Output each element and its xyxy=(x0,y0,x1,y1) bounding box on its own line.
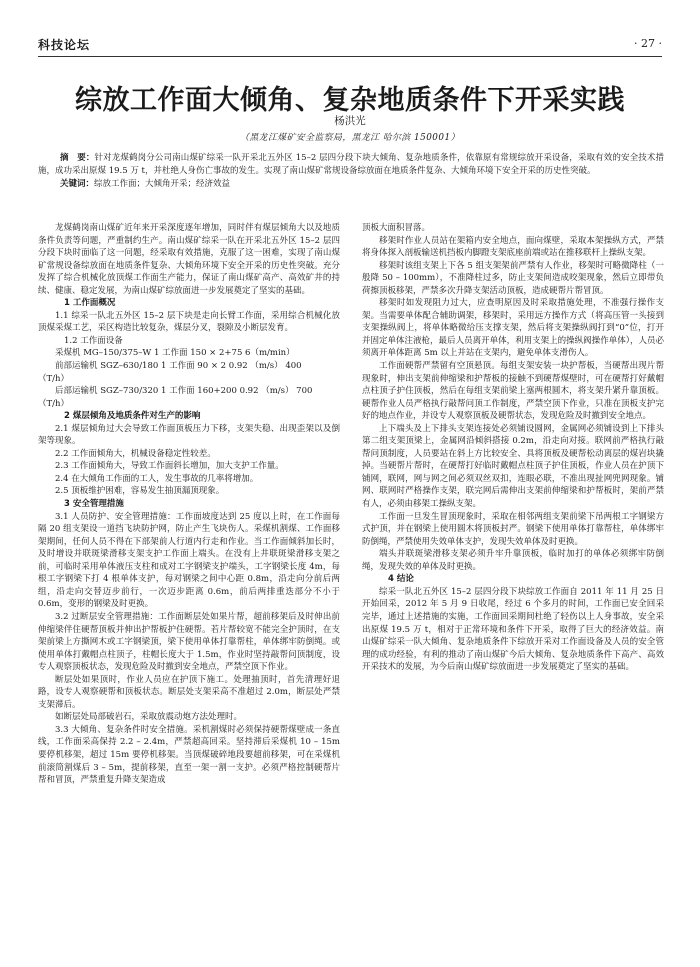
article-title: 综放工作面大倾角、复杂地质条件下开采实践 xyxy=(75,85,625,116)
paragraph: 2.2 工作面倾角大，机械设备稳定性较差。 xyxy=(55,448,216,459)
paragraph: 端头并联斑梁滑移支架必须升牢升靠顶板，临时加打的单体必须绑牢防倒绳，发现失效的单体及时更换。 xyxy=(362,549,664,572)
keywords-label: 关键词： xyxy=(60,179,95,189)
paragraph: 工作面一旦发生冒顶现象时，采取在相邻两组支架前梁下吊两根工字钢梁方式护顶，并在钢梁上使用圆木将顶板封严。钢梁下使用单体打靠帮柱，单体绑牢防倒绳，严禁使用失效单体支护，发现失效单体及时更换。 xyxy=(362,511,664,547)
intro-paragraph: 龙煤鹤岗南山煤矿近年来开采深度逐年增加，同时伴有煤层倾角大以及地质条件负责等问题，严重制约生产。南山煤矿综采一队在开采北五外区 15–2 层四分段下块时面临了这一问题，经采取有效措施，克服了这一困难，实现了南山煤矿常规设备综放面在地质条件复杂、大倾角环境下安全开采的历史性突破。充分发挥了综合机械化放顶煤工作面生产能力，保证了南山煤矿高产、高效矿井的持续、健康、稳定发展，为南山煤矿综放面进一步发展奠定了坚实的基础。 xyxy=(38,223,340,296)
equipment-line: 前部运输机 SGZ–630/180 1 工作面 90 × 2 0.92 （m/s） 400 xyxy=(55,361,302,372)
section-heading: 1 工作面概况 xyxy=(64,298,116,309)
paragraph: 移架时该组支架上下各 5 组支架架前严禁有人作业，移架时可略微降柱（一般降 50 – 100mm），不准降柱过多，防止支架间造成咬架现象，然后立即带负荷擦顶板移架，严禁多次升降支架活动顶板，造成硬帮片帮冒顶。 xyxy=(362,260,664,296)
paragraph: 移架时如发现阻力过大，应查明原因及时采取措施处理，不准强行操作支架。当需要单体配合辅助调架，移架时，采用远方操作方式（将高压管一头接到支架操纵阀上，将单体略微给压支撑支架，然后将支架操纵阀打到“0”位，打开并固定单体注液枪，最后人员离开单体，利用支架上的操纵阀操作单体），人员必须离开单体距离 5m 以上并站在支架内，避免单体支滑伤人。 xyxy=(362,298,664,359)
header-rule xyxy=(38,56,662,57)
paragraph: 3.2 过断层安全管理措施：工作面断层处如果片帮，超前移架后及时伸出前伸缩梁伴住硬帮顶板并伸出护帮板护住硬帮。若片帮较宽不能完全护顶时，在支架前梁上方撕网木或工字钢梁顶，梁下使用单体打靠帮柱，单体绑牢防倒绳。或使用单体打戴帽点柱顶子，柱帽长度大于 1.5m，作业时坚持敲帮问顶制度，设专人观察顶板状态，发现危险及时撤到安全地点，严禁空顶下作业。 xyxy=(38,611,340,673)
paragraph: 2.5 顶板维护困难，容易发生抽顶漏顶现象。 xyxy=(55,486,225,497)
paragraph: 工作面硬帮严禁留有空顶悬顶。每组支架安装一块护帮板，当硬帮出现片帮现象时，伸出支架前伸缩梁和护帮板的接触不到硬帮煤壁时，可在硬帮打好戴帽点柱顶子护住顶板，然后在每组支架前梁上塞两根圆木，将支架升紧升靠顶板。硬帮作业人员严格执行敲帮问顶工作制度，严禁空顶下作业，只准在顶板支护完好的地点作业，并设专人观察顶板及硬帮状态，发现危险及时撤到安全地点。 xyxy=(362,361,664,422)
author: 杨洪光 xyxy=(334,115,366,127)
section-heading: 4 结论 xyxy=(388,574,414,585)
paragraph: 3.1 人员防护、安全管理措施：工作面坡度达到 25 度以上时，在工作面每隔 20 组支架设一道挡飞块防护网，防止产生飞块伤人。采煤机割煤、工作面移架期间，任何人员不得在下部架前人行道内行走和作业。当工作面倾斜加长时，及时增设并联斑梁滑移支架支护工作面上端头。在没有上井联斑梁滑移支架之前，可临时采用单体液压支柱和成对工字钢梁支护端头，工字钢梁长度 4m，每根工字钢梁下打 4 根单体支护，每对钢梁之间中心距 0.8m，沿走向分前后两组，沿走向交替迈步前行，一次迈步距离 0.6m，前后两排重迭部分不小于 0.6m，变形的钢梁及时更换。 xyxy=(38,511,340,610)
keywords-text: 综放工作面；大倾角开采；经济效益 xyxy=(94,179,231,189)
right-column xyxy=(362,222,664,962)
affiliation: （黑龙江煤矿安全监察局，黑龙江 哈尔滨 150001） xyxy=(240,133,460,143)
journal-name: 科技论坛 xyxy=(38,38,91,52)
paragraph: 综采一队北五外区 15–2 层四分段下块综放工作面自 2011 年 11 月 25 日开始回采，2012 年 5 月 9 日收尾，经过 6 个多月的时间，工作面已安全回采完毕，通过上述措施的实施，工作面回采期间杜绝了轻伤以上人身事故，安全采出原煤 19.5 万 t，相对于正常环境和条件下开采，取得了巨大的经济效益。南山煤矿综采一队大倾角、复杂地质条件下综放开采对工作面设备及人员的安全管理的成功经验，有利的推动了南山煤矿今后大倾角、复杂地质条件下高产、高效开采技术的发展，为今后南山煤矿综放面进一步发展奠定了坚实的基础。 xyxy=(362,586,664,673)
equipment-line: 后部运输机 SGZ–730/320 1 工作面 160+200 0.92 （m/s） 700 xyxy=(55,386,313,397)
subsection-heading: 1.2 工作面设备 xyxy=(64,335,123,346)
paragraph: 2.4 在大倾角工作面的工人，发生事故的几率将增加。 xyxy=(55,473,259,484)
paragraph: 如断层处局部破岩石，采取放震动炮方法处理时。 xyxy=(55,712,243,723)
paragraph: 2.3 工作面倾角大，导致工作面斜长增加，加大支护工作量。 xyxy=(55,461,284,472)
paragraph: 移架时作业人员站在架箱内安全地点，面向煤壁，采取本架操纵方式，严禁将身体探入剖板输送机挡板内脚蹬支架底座前端或站在推移联杆上操纵支架。 xyxy=(362,235,664,259)
paragraph: 上下端头及上下排头支架连接处必须铺设圆网，金属网必须铺设到上下排头第二组支架顶梁上，金属网沿倾斜搭接 0.2m，沿走向对接。联网前严格执行敲帮问顶制度，人员要站在斜上方比较安全、具将顶板及硬帮松动离层的煤岩块撬掉。当硬帮片帮时，在硬帮打好临时戴帽点柱顶子护住顶板，作业人员在护顶下铺网，联网，网与网之间必须双丝双扣，连眼必联，不准出现扯网兜网现象。铺网、联网时严格操作支架，联完网后需伸出支架前伸缩梁和护帮板时，架前严禁有人，必须由移架工操纵支架。 xyxy=(362,423,664,510)
page-number: · 27 · xyxy=(634,37,662,50)
equipment-unit: （T/h） xyxy=(38,373,70,384)
paragraph: 3.3 大倾角、复杂条件时安全措施。采机割煤时必须保持硬帮煤壁成一条直线，工作面采高保持 2.2 – 2.4m，严禁超高回采。坚持滞后采煤机 10 – 15m 要停机移架，超过 15m 要停机移架。当顶煤破碎地段要超前移架，可在采煤机前滚筒割煤后 3 – 5m，提前移架，直至一架一割一支护。必须严格控制硬帮片帮和冒顶，严禁重复升降支架造成 xyxy=(38,724,340,786)
equipment-line: 采煤机 MG–150/375–W 1 工作面 150 × 2+75 6（m/min） xyxy=(55,348,295,359)
abstract-text: 针对龙煤鹤岗分公司南山煤矿综采一队开采北五外区 15–2 层四分段下块大倾角、复杂地质条件，依靠原有常规综放开采设备，采取有效的安全技术措施，成功采出原煤 19.5 万 t，并杜绝人身伤亡事故的发生。实现了南山煤矿常规设备综放面在地质条件复杂、大倾角环境下安全开采的历史性突破。 xyxy=(38,153,664,176)
abstract-label: 摘 要： xyxy=(60,153,95,163)
paragraph: 顶板大面积冒落。 xyxy=(362,223,431,233)
section-heading: 2 煤层倾角及地质条件对生产的影响 xyxy=(64,411,201,422)
paragraph: 2.1 煤层倾角过大会导致工作面顶板压力下移，支架失稳、出现歪架以及倒架等现象。 xyxy=(38,423,340,447)
abstract-block xyxy=(38,152,664,191)
left-column xyxy=(38,222,340,962)
paragraph: 1.1 综采一队北五外区 15–2 层下块是走向长臂工作面，采用综合机械化放顶煤采煤工艺，采区构造比较复杂，煤层分叉，裂隙及小断层发育。 xyxy=(38,310,340,334)
paragraph: 断层处如果顶时，作业人员应在护顶下施工。处理抽顶时，首先清理好退路，设专人观察硬帮和顶板状态。断层处支架采高不准超过 2.0m，断层处严禁支架滞后。 xyxy=(38,674,340,710)
equipment-unit: （T/h） xyxy=(38,398,70,409)
section-heading: 3 安全管理措施 xyxy=(64,499,124,510)
